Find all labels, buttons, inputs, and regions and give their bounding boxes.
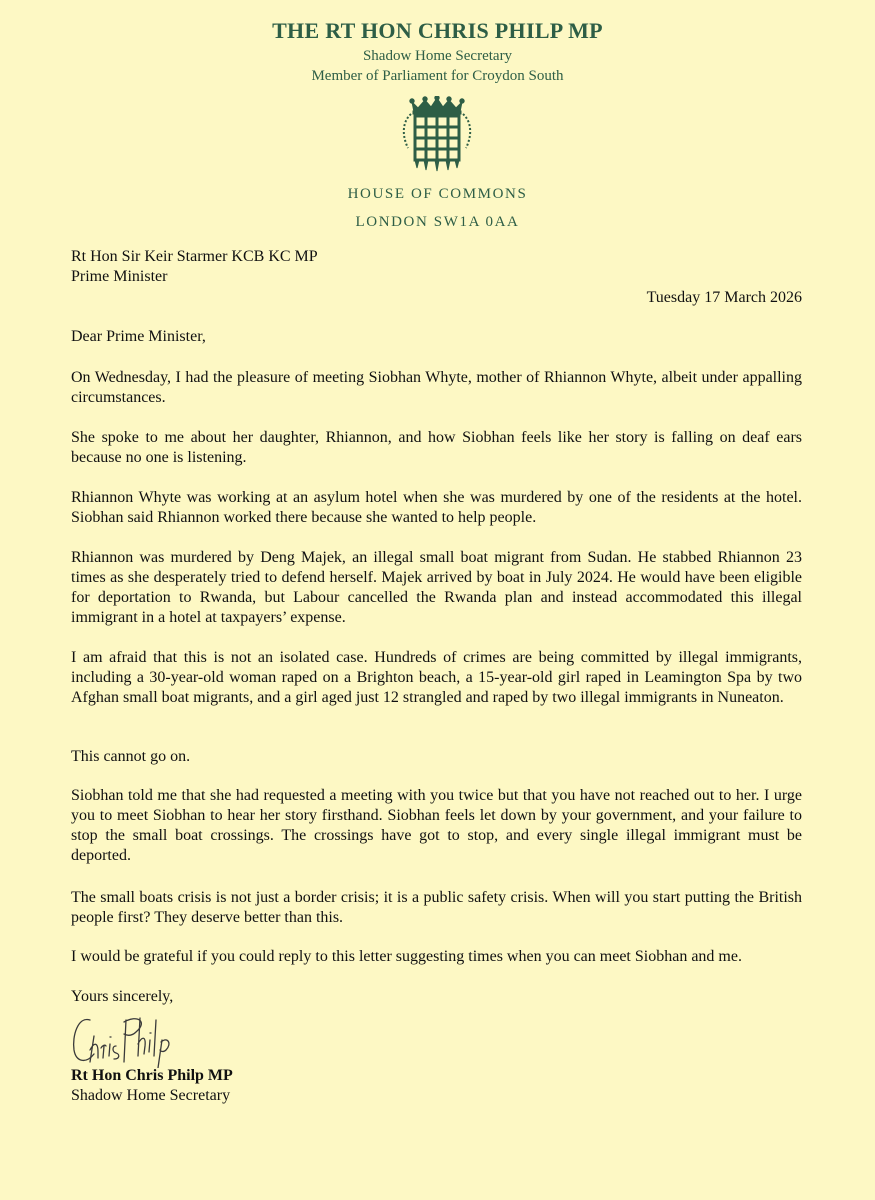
paragraph: Rhiannon was murdered by Deng Majek, an illegal small boat migrant from Sudan. He stabbed Rhiannon 23 times as she desperately tried to defend herself. Majek arrived by boat in July 2024. He would have been eligible for deportation to Rwanda, but Labour cancelled the Rwanda plan and instead accommodated this illegal immigrant in a hotel at taxpayers’ expense. <box>71 549 802 626</box>
letterhead <box>0 16 875 86</box>
portcullis-icon <box>398 96 476 172</box>
paragraph: Siobhan told me that she had requested a meeting with you twice but that you have not reached out to her. I urge you to meet Siobhan to hear her story firsthand. Siobhan feels let down by your government, and your failure to stop the small boat crossings. The crossings have got to stop, and every single illegal immigrant must be deported. <box>71 787 802 864</box>
recipient-title: Prime Minister <box>71 268 168 285</box>
closing: Yours sincerely, <box>71 988 174 1005</box>
address-line-1: HOUSE OF COMMONS <box>347 186 528 202</box>
recipient-block <box>71 247 802 287</box>
letterhead-name: THE RT HON CHRIS PHILP MP <box>272 18 603 43</box>
signature-image <box>68 1006 180 1068</box>
letter-date: Tuesday 17 March 2026 <box>646 289 802 306</box>
paragraph: I am afraid that this is not an isolated case. Hundreds of crimes are being committed by illegal immigrants, including a 30-year-old woman raped on a Brighton beach, a 15-year-old girl raped in Leamington Spa by two Afghan small boat migrants, and a girl aged just 12 strangled and raped by two illegal immigrants in Nuneaton. <box>71 649 802 706</box>
paragraph: This cannot go on. <box>71 748 191 765</box>
signoff-name: Rt Hon Chris Philp MP <box>71 1067 233 1084</box>
parliament-address <box>0 180 875 236</box>
recipient-name: Rt Hon Sir Keir Starmer KCB KC MP <box>71 248 318 265</box>
paragraph: On Wednesday, I had the pleasure of meeting Siobhan Whyte, mother of Rhiannon Whyte, albeit under appalling circumstances. <box>71 369 802 406</box>
paragraph: She spoke to me about her daughter, Rhiannon, and how Siobhan feels like her story is falling on deaf ears because no one is listening. <box>71 429 802 466</box>
paragraph: Rhiannon Whyte was working at an asylum hotel when she was murdered by one of the residents at the hotel. Siobhan said Rhiannon worked there because she wanted to help people. <box>71 489 802 526</box>
paragraph: The small boats crisis is not just a border crisis; it is a public safety crisis. When will you start putting the British people first? They deserve better than this. <box>71 889 802 926</box>
address-line-2: LONDON SW1A 0AA <box>355 214 520 230</box>
letterhead-role: Shadow Home Secretary <box>362 48 513 64</box>
signoff-role: Shadow Home Secretary <box>71 1087 231 1104</box>
paragraph: I would be grateful if you could reply to this letter suggesting times when you can meet Siobhan and me. <box>71 948 742 965</box>
salutation: Dear Prime Minister, <box>71 328 206 345</box>
letterhead-constituency: Member of Parliament for Croydon South <box>311 68 564 84</box>
